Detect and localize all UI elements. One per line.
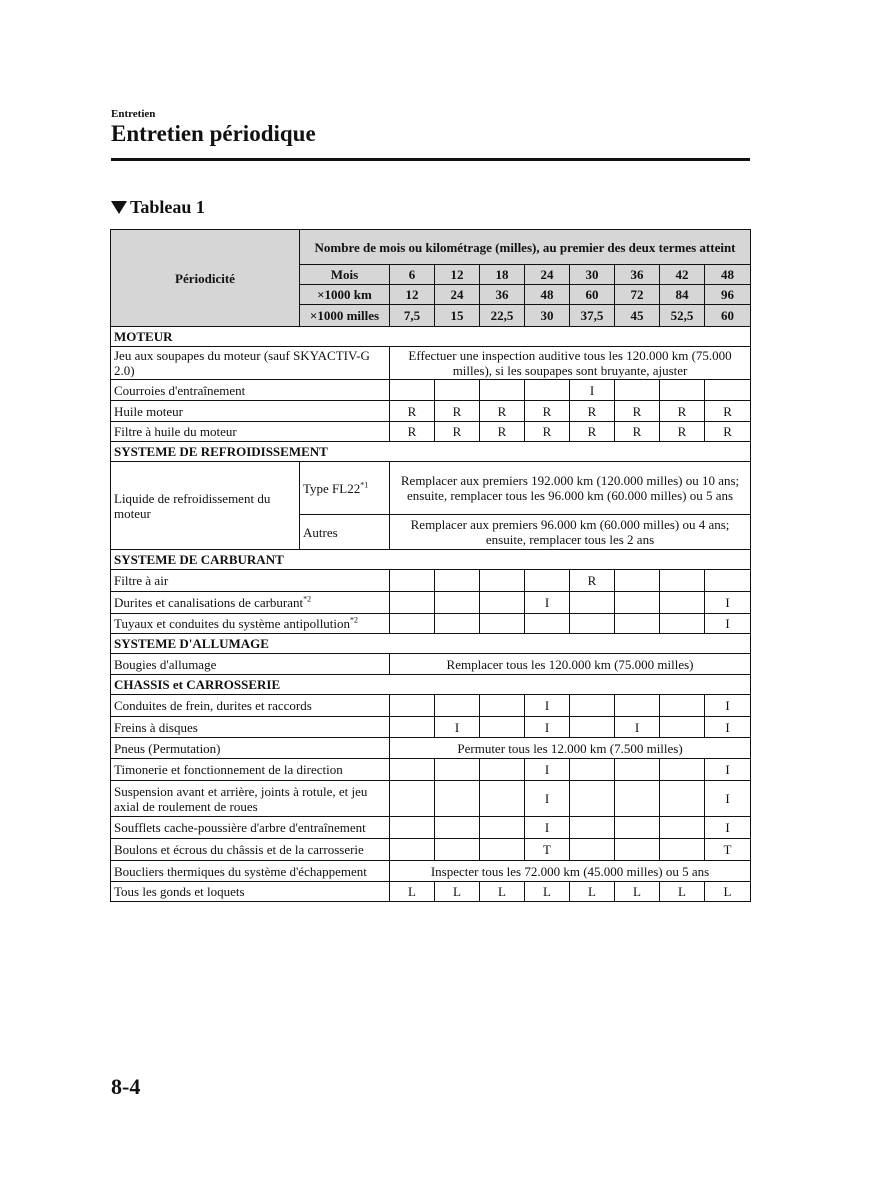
schedule-cell: R: [570, 401, 615, 422]
item-label: [111, 614, 390, 634]
schedule-cell: [525, 380, 570, 401]
schedule-cell: [390, 781, 435, 817]
table-heading: [111, 197, 205, 218]
schedule-cell: [660, 781, 705, 817]
schedule-cell: I: [705, 614, 751, 634]
schedule-cell: R: [390, 401, 435, 422]
schedule-cell: [615, 759, 660, 781]
schedule-cell: [570, 781, 615, 817]
schedule-cell: [570, 839, 615, 861]
schedule-cell: L: [480, 882, 525, 902]
schedule-cell: [480, 570, 525, 592]
schedule-cell: I: [525, 759, 570, 781]
schedule-cell: [480, 839, 525, 861]
schedule-cell: [570, 717, 615, 738]
item-note: Inspecter tous les 72.000 km (45.000 milles) ou 5 ans: [390, 861, 751, 882]
subitem-text: Type FL22: [303, 480, 361, 496]
schedule-cell: [390, 759, 435, 781]
schedule-cell: [435, 614, 480, 634]
schedule-cell: R: [570, 570, 615, 592]
schedule-cell: R: [390, 422, 435, 442]
interval-header: Nombre de mois ou kilométrage (milles), au premier des deux termes atteint: [300, 230, 751, 265]
schedule-cell: [660, 592, 705, 614]
km-cell: 36: [480, 285, 525, 305]
schedule-cell: [525, 570, 570, 592]
schedule-cell: R: [660, 422, 705, 442]
schedule-cell: L: [615, 882, 660, 902]
schedule-cell: L: [435, 882, 480, 902]
schedule-cell: R: [525, 401, 570, 422]
miles-cell: 15: [435, 305, 480, 327]
schedule-cell: [480, 759, 525, 781]
item-label: Bougies d'allumage: [111, 654, 390, 675]
item-label: Jeu aux soupapes du moteur (sauf SKYACTIV-G 2.0): [111, 347, 390, 380]
schedule-cell: [660, 839, 705, 861]
item-label: Tous les gonds et loquets: [111, 882, 390, 902]
schedule-cell: [390, 592, 435, 614]
item-label: Filtre à huile du moteur: [111, 422, 390, 442]
schedule-cell: L: [570, 882, 615, 902]
miles-cell: 45: [615, 305, 660, 327]
months-cell: 24: [525, 265, 570, 285]
miles-cell: 22,5: [480, 305, 525, 327]
miles-cell: 52,5: [660, 305, 705, 327]
months-cell: 42: [660, 265, 705, 285]
schedule-cell: [615, 817, 660, 839]
schedule-cell: I: [705, 781, 751, 817]
schedule-cell: [480, 592, 525, 614]
miles-cell: 37,5: [570, 305, 615, 327]
item-label: Filtre à air: [111, 570, 390, 592]
schedule-cell: L: [705, 882, 751, 902]
km-label: ×1000 km: [300, 285, 390, 305]
schedule-cell: [570, 614, 615, 634]
item-label: Freins à disques: [111, 717, 390, 738]
schedule-cell: R: [435, 422, 480, 442]
item-label: Liquide de refroidissement du moteur: [111, 462, 300, 550]
miles-label: ×1000 milles: [300, 305, 390, 327]
months-cell: 18: [480, 265, 525, 285]
schedule-cell: [480, 614, 525, 634]
footnote-ref: *2: [303, 594, 312, 604]
schedule-cell: I: [525, 717, 570, 738]
item-note: Remplacer aux premiers 96.000 km (60.000 milles) ou 4 ans; ensuite, remplacer tous les 2 ans: [390, 515, 751, 550]
schedule-cell: [660, 695, 705, 717]
item-note: Remplacer tous les 120.000 km (75.000 milles): [390, 654, 751, 675]
maintenance-table: [110, 229, 751, 902]
schedule-cell: [615, 695, 660, 717]
schedule-cell: T: [525, 839, 570, 861]
item-label: Boucliers thermiques du système d'échappement: [111, 861, 390, 882]
schedule-cell: I: [705, 717, 751, 738]
schedule-cell: R: [615, 401, 660, 422]
schedule-cell: [570, 759, 615, 781]
schedule-cell: R: [705, 422, 751, 442]
schedule-cell: [435, 781, 480, 817]
schedule-cell: [570, 817, 615, 839]
schedule-cell: [615, 592, 660, 614]
category-refroidissement: SYSTEME DE REFROIDISSEMENT: [111, 442, 751, 462]
schedule-cell: [390, 817, 435, 839]
schedule-cell: [615, 570, 660, 592]
schedule-cell: [435, 817, 480, 839]
footnote-ref: *2: [350, 615, 359, 625]
schedule-cell: L: [660, 882, 705, 902]
category-carburant: SYSTEME DE CARBURANT: [111, 550, 751, 570]
schedule-cell: [435, 570, 480, 592]
schedule-cell: [390, 380, 435, 401]
schedule-cell: [660, 380, 705, 401]
item-note: Remplacer aux premiers 192.000 km (120.000 milles) ou 10 ans; ensuite, remplacer tous les 96.000 km (60.000 milles) ou 5 ans: [390, 462, 751, 515]
schedule-cell: R: [570, 422, 615, 442]
item-label: Courroies d'entraînement: [111, 380, 390, 401]
subitem-label: [300, 462, 390, 515]
schedule-cell: I: [525, 781, 570, 817]
schedule-cell: [390, 695, 435, 717]
km-cell: 12: [390, 285, 435, 305]
category-allumage: SYSTEME D'ALLUMAGE: [111, 634, 751, 654]
schedule-cell: [390, 717, 435, 738]
km-cell: 84: [660, 285, 705, 305]
item-note: Permuter tous les 12.000 km (7.500 milles): [390, 738, 751, 759]
schedule-cell: [390, 570, 435, 592]
triangle-down-icon: [111, 201, 127, 214]
table-heading-text: Tableau 1: [130, 197, 205, 217]
schedule-cell: R: [705, 401, 751, 422]
category-moteur: MOTEUR: [111, 327, 751, 347]
page-number: 8-4: [111, 1074, 141, 1099]
footnote-ref: *1: [360, 480, 369, 490]
schedule-cell: [660, 817, 705, 839]
schedule-cell: R: [525, 422, 570, 442]
category-chassis: CHASSIS et CARROSSERIE: [111, 675, 751, 695]
item-label: Suspension avant et arrière, joints à rotule, et jeu axial de roulement de roues: [111, 781, 390, 817]
schedule-cell: R: [435, 401, 480, 422]
schedule-cell: [660, 717, 705, 738]
schedule-cell: [615, 614, 660, 634]
schedule-cell: [390, 614, 435, 634]
item-text: Durites et canalisations de carburant: [114, 595, 304, 610]
km-cell: 96: [705, 285, 751, 305]
item-note: Effectuer une inspection auditive tous les 120.000 km (75.000 milles), si les soupapes sont bruyante, ajuster: [390, 347, 751, 380]
schedule-cell: [435, 592, 480, 614]
schedule-cell: [390, 839, 435, 861]
schedule-cell: [435, 839, 480, 861]
schedule-cell: [435, 759, 480, 781]
schedule-cell: [435, 380, 480, 401]
months-cell: 30: [570, 265, 615, 285]
schedule-cell: [525, 614, 570, 634]
schedule-cell: [615, 839, 660, 861]
schedule-cell: [660, 570, 705, 592]
schedule-cell: [570, 592, 615, 614]
periodicity-header: Périodicité: [111, 230, 300, 327]
schedule-cell: [705, 570, 751, 592]
page-title: Entretien périodique: [111, 121, 316, 146]
schedule-cell: [660, 759, 705, 781]
miles-cell: 60: [705, 305, 751, 327]
item-label: Timonerie et fonctionnement de la direction: [111, 759, 390, 781]
schedule-cell: I: [705, 817, 751, 839]
schedule-cell: I: [705, 759, 751, 781]
item-label: Pneus (Permutation): [111, 738, 390, 759]
months-cell: 6: [390, 265, 435, 285]
title-divider: [111, 158, 750, 161]
item-label: Conduites de frein, durites et raccords: [111, 695, 390, 717]
item-label: Huile moteur: [111, 401, 390, 422]
miles-cell: 7,5: [390, 305, 435, 327]
months-cell: 36: [615, 265, 660, 285]
miles-cell: 30: [525, 305, 570, 327]
schedule-cell: I: [615, 717, 660, 738]
subitem-label: Autres: [300, 515, 390, 550]
schedule-cell: L: [390, 882, 435, 902]
schedule-cell: [660, 614, 705, 634]
km-cell: 60: [570, 285, 615, 305]
schedule-cell: [705, 380, 751, 401]
months-cell: 12: [435, 265, 480, 285]
schedule-cell: [435, 695, 480, 717]
months-cell: 48: [705, 265, 751, 285]
item-label: Soufflets cache-poussière d'arbre d'entraînement: [111, 817, 390, 839]
schedule-cell: [615, 781, 660, 817]
km-cell: 24: [435, 285, 480, 305]
schedule-cell: [570, 695, 615, 717]
km-cell: 48: [525, 285, 570, 305]
item-label: [111, 592, 390, 614]
section-label: Entretien: [111, 108, 156, 120]
schedule-cell: [480, 781, 525, 817]
schedule-cell: I: [705, 695, 751, 717]
schedule-cell: [480, 380, 525, 401]
schedule-cell: [480, 817, 525, 839]
schedule-cell: I: [435, 717, 480, 738]
schedule-cell: I: [570, 380, 615, 401]
schedule-cell: R: [660, 401, 705, 422]
schedule-cell: I: [525, 592, 570, 614]
months-label: Mois: [300, 265, 390, 285]
schedule-cell: [480, 695, 525, 717]
schedule-cell: [615, 380, 660, 401]
schedule-cell: I: [525, 817, 570, 839]
schedule-cell: [480, 717, 525, 738]
schedule-cell: R: [480, 401, 525, 422]
schedule-cell: T: [705, 839, 751, 861]
schedule-cell: R: [615, 422, 660, 442]
schedule-cell: R: [480, 422, 525, 442]
schedule-cell: I: [525, 695, 570, 717]
item-text: Tuyaux et conduites du système antipollution: [114, 616, 351, 631]
schedule-cell: L: [525, 882, 570, 902]
km-cell: 72: [615, 285, 660, 305]
item-label: Boulons et écrous du châssis et de la carrosserie: [111, 839, 390, 861]
schedule-cell: I: [705, 592, 751, 614]
